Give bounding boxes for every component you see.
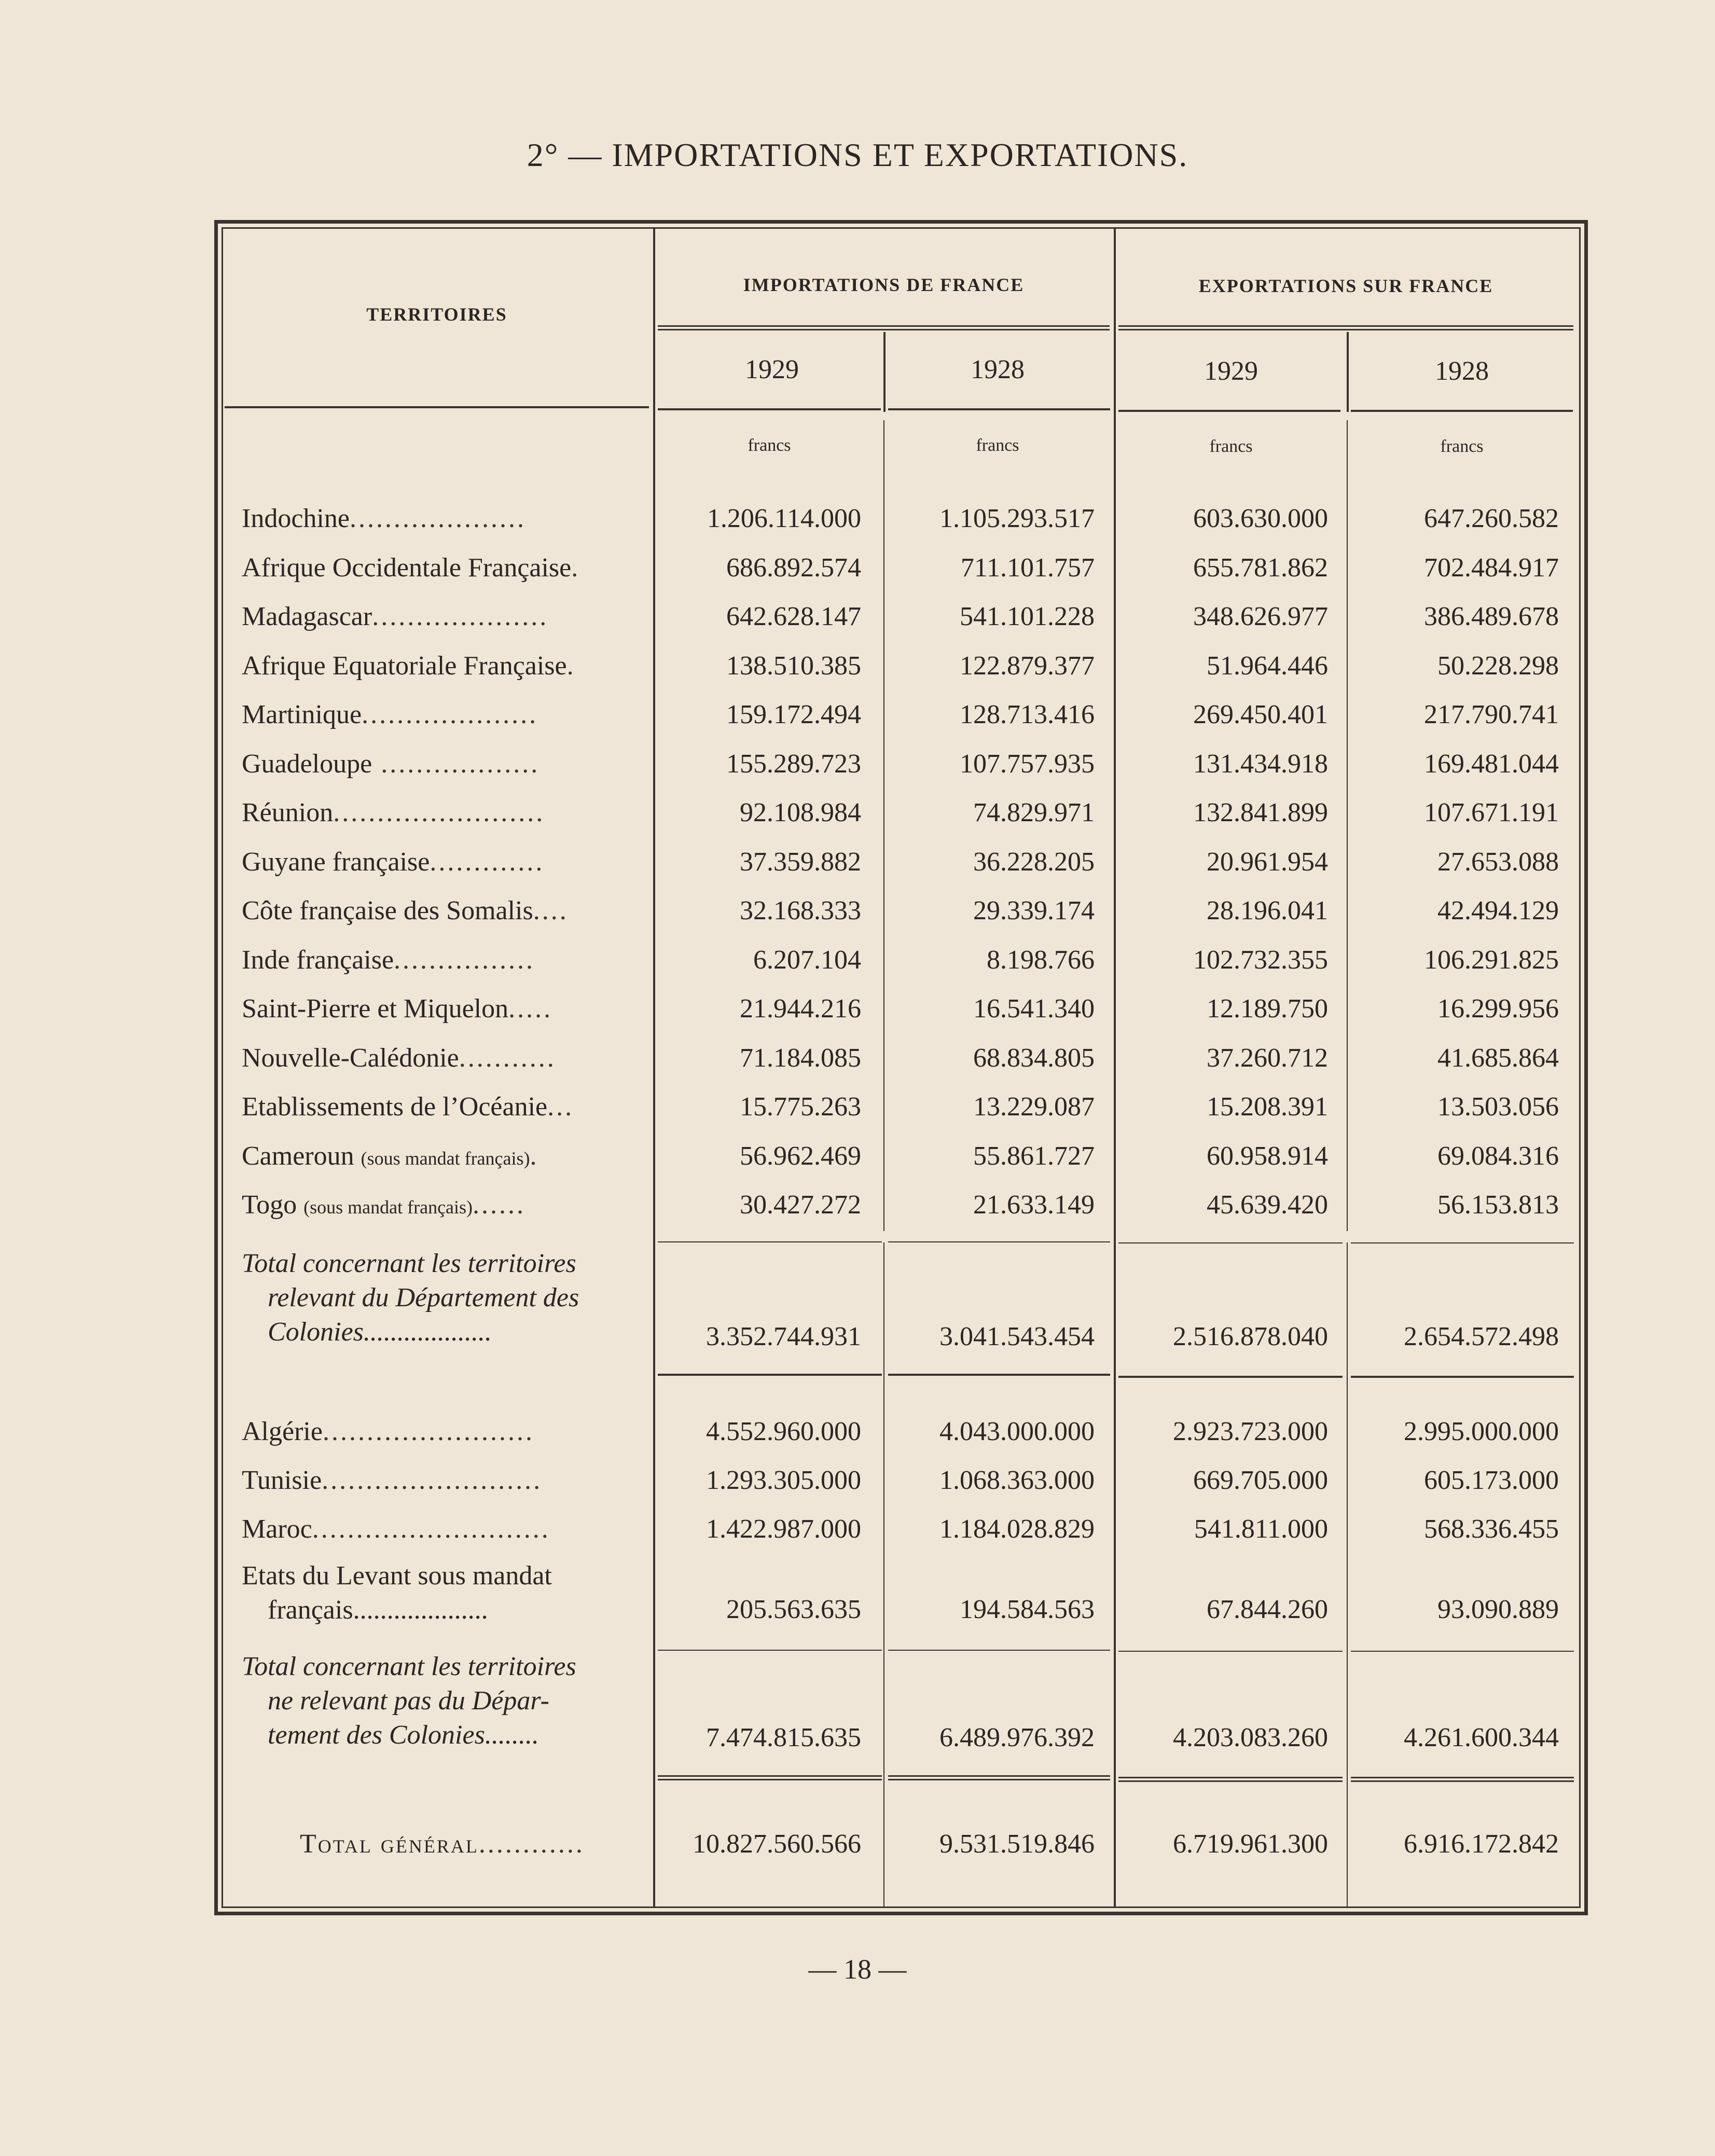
unit-label: francs (748, 436, 791, 455)
rule (1118, 1651, 1343, 1652)
value-cell: 605.173.000 (1424, 1466, 1559, 1495)
value-cell: 568.336.455 (1424, 1514, 1559, 1544)
value-cell: 21.944.216 (740, 994, 861, 1024)
grand-total-label: Total général............ (300, 1829, 585, 1859)
value-cell: 348.626.977 (1193, 602, 1328, 631)
rule (1351, 1376, 1574, 1378)
value-cell: 30.427.272 (740, 1190, 861, 1220)
table-row (0, 839, 1715, 886)
value-cell: 55.861.727 (973, 1141, 1095, 1171)
territory-label: Martinique.................... (242, 700, 538, 729)
page-title: 2° — IMPORTATIONS ET EXPORTATIONS. (527, 136, 1188, 173)
value-cell: 41.685.864 (1437, 1043, 1559, 1073)
rule (1351, 1242, 1574, 1243)
table-row (0, 692, 1715, 738)
value-cell: 386.489.678 (1424, 602, 1559, 631)
rule (1118, 1376, 1343, 1378)
value-cell: 37.359.882 (740, 847, 861, 877)
value-cell: 20.961.954 (1207, 847, 1328, 877)
value-cell: 37.260.712 (1207, 1043, 1328, 1073)
value-cell: 36.228.205 (973, 847, 1095, 877)
value-cell: 6.719.961.300 (1173, 1829, 1328, 1859)
header-territoires: TERRITOIRES (366, 304, 507, 325)
value-cell: 51.964.446 (1207, 651, 1328, 681)
value-cell: 1.184.028.829 (939, 1514, 1095, 1544)
value-cell: 8.198.766 (987, 945, 1095, 975)
value-cell: 1.293.305.000 (706, 1466, 861, 1495)
value-cell: 60.958.914 (1207, 1141, 1328, 1171)
table-row (0, 1084, 1715, 1130)
value-cell: 3.041.543.454 (939, 1322, 1095, 1351)
header-importations: IMPORTATIONS DE FRANCE (743, 274, 1025, 295)
year-header: 1929 (745, 355, 799, 384)
value-cell: 107.671.191 (1424, 798, 1559, 827)
year-header: 1928 (1435, 356, 1489, 386)
territory-label: Inde française................ (242, 945, 535, 975)
header-rule (658, 408, 881, 410)
value-cell: 42.494.129 (1437, 896, 1559, 925)
value-cell: 4.043.000.000 (939, 1417, 1095, 1446)
value-cell: 159.172.494 (726, 700, 861, 729)
value-cell: 2.516.878.040 (1173, 1322, 1328, 1351)
value-cell: 56.153.813 (1437, 1190, 1559, 1220)
header-rule (888, 408, 1110, 410)
rule (1351, 1651, 1574, 1652)
value-cell: 92.108.984 (740, 798, 861, 827)
value-cell: 1.105.293.517 (939, 504, 1095, 533)
territory-label: Réunion........................ (242, 798, 545, 827)
value-cell: 50.228.298 (1437, 651, 1559, 681)
value-cell: 3.352.744.931 (706, 1322, 861, 1351)
header-rule (1351, 410, 1573, 412)
value-cell: 1.206.114.000 (707, 504, 861, 533)
value-cell: 217.790.741 (1424, 700, 1559, 729)
header-rule (658, 325, 1110, 327)
territory-label: Guyane française............. (242, 847, 545, 877)
rule (1118, 1777, 1343, 1778)
table-row (0, 495, 1715, 542)
value-cell: 2.923.723.000 (1173, 1417, 1328, 1446)
rule (1351, 1777, 1574, 1778)
territory-label: Nouvelle-Calédonie........... (242, 1043, 556, 1073)
value-cell: 711.101.757 (960, 552, 1095, 583)
unit-label: francs (1209, 437, 1253, 456)
header-rule (1118, 410, 1340, 412)
value-cell: 15.208.391 (1207, 1092, 1328, 1122)
value-cell: 106.291.825 (1424, 945, 1559, 975)
table-row (0, 937, 1715, 984)
value-cell: 1.422.987.000 (706, 1514, 861, 1544)
rule (888, 1241, 1110, 1242)
value-cell: 669.705.000 (1193, 1466, 1328, 1495)
territory-label: Saint-Pierre et Miquelon..... (242, 994, 553, 1024)
unit-label: francs (1440, 437, 1484, 456)
value-cell: 69.084.316 (1437, 1141, 1559, 1171)
value-cell: 13.503.056 (1437, 1092, 1559, 1122)
table-row (0, 1035, 1715, 1082)
value-cell: 269.450.401 (1193, 700, 1328, 729)
table-row (0, 790, 1715, 836)
territory-label: Etablissements de l’Océanie... (242, 1092, 574, 1122)
value-cell: 169.481.044 (1424, 749, 1559, 779)
territory-label: Algérie........................ (242, 1417, 534, 1446)
levant-row (0, 1586, 1715, 1633)
header-rule (225, 406, 649, 408)
unit-label: francs (976, 436, 1019, 455)
rule (888, 1650, 1110, 1651)
table-row (0, 741, 1715, 787)
value-cell: 4.261.600.344 (1404, 1723, 1559, 1752)
value-cell: 155.289.723 (726, 749, 861, 779)
value-cell: 655.781.862 (1193, 552, 1328, 583)
value-cell: 686.892.574 (726, 552, 861, 583)
territory-label: Afrique Equatoriale Française. (242, 651, 576, 681)
year-header: 1929 (1204, 356, 1258, 386)
grand-total-row (0, 1821, 1715, 1868)
value-cell: 4.203.083.260 (1173, 1723, 1328, 1752)
table-row (0, 643, 1715, 689)
rule (888, 1775, 1110, 1777)
territory-label: Côte française des Somalis.... (242, 896, 569, 925)
value-cell: 9.531.519.846 (939, 1829, 1095, 1859)
value-cell: 29.339.174 (973, 896, 1095, 925)
table-row (0, 545, 1715, 591)
subtotal1-row (0, 1314, 1715, 1360)
value-cell: 67.844.260 (1207, 1595, 1328, 1624)
rule (658, 1775, 882, 1777)
value-cell: 93.090.889 (1437, 1595, 1559, 1624)
rule (888, 1374, 1110, 1376)
value-cell: 10.827.560.566 (693, 1829, 861, 1859)
territory-label: Togo (sous mandat français)...... (242, 1190, 526, 1220)
table-row (0, 1506, 1715, 1553)
value-cell: 128.713.416 (960, 700, 1095, 729)
rule (658, 1241, 882, 1242)
value-cell: 21.633.149 (973, 1190, 1095, 1220)
value-cell: 647.260.582 (1424, 504, 1559, 533)
value-cell: 74.829.971 (973, 798, 1095, 827)
value-cell: 6.916.172.842 (1404, 1829, 1559, 1859)
subtotal2-label: Total concernant les territoires ne relevant pas du Dépar- tement des Colonies........ (242, 1652, 576, 1750)
value-cell: 16.299.956 (1437, 994, 1559, 1024)
territory-label: Tunisie......................... (242, 1466, 543, 1495)
value-cell: 4.552.960.000 (706, 1417, 861, 1446)
value-cell: 6.207.104 (753, 945, 861, 975)
table-row (0, 1408, 1715, 1455)
value-cell: 702.484.917 (1424, 552, 1559, 583)
value-cell: 2.654.572.498 (1404, 1322, 1559, 1351)
value-cell: 12.189.750 (1207, 994, 1328, 1024)
header-exportations: EXPORTATIONS SUR FRANCE (1198, 275, 1493, 296)
territory-label: Indochine.................... (242, 504, 526, 533)
value-cell: 32.168.333 (740, 896, 861, 925)
value-cell: 6.489.976.392 (939, 1723, 1095, 1752)
value-cell: 68.834.805 (973, 1043, 1095, 1073)
table-row (0, 1133, 1715, 1180)
value-cell: 541.101.228 (960, 602, 1095, 631)
header-rule (1118, 325, 1573, 327)
territory-label: Madagascar.................... (242, 602, 549, 631)
subtotal1-label: Total concernant les territoires relevant du Département des Colonies................... (242, 1249, 579, 1347)
value-cell: 15.775.263 (740, 1092, 861, 1122)
table-row (0, 986, 1715, 1032)
page-number: — 18 — (808, 1954, 907, 1985)
value-cell: 205.563.635 (726, 1595, 861, 1624)
value-cell: 122.879.377 (960, 651, 1095, 681)
table-row (0, 1182, 1715, 1228)
value-cell: 642.628.147 (726, 602, 861, 631)
value-cell: 102.732.355 (1193, 945, 1328, 975)
value-cell: 603.630.000 (1193, 504, 1328, 533)
value-cell: 13.229.087 (973, 1092, 1095, 1122)
table-row (0, 1457, 1715, 1504)
value-cell: 2.995.000.000 (1404, 1417, 1559, 1446)
value-cell: 107.757.935 (960, 749, 1095, 779)
value-cell: 194.584.563 (960, 1595, 1095, 1624)
year-header: 1928 (971, 355, 1025, 384)
value-cell: 45.639.420 (1207, 1190, 1328, 1220)
subtotal2-row (0, 1715, 1715, 1761)
value-cell: 28.196.041 (1207, 896, 1328, 925)
value-cell: 7.474.815.635 (706, 1723, 861, 1752)
value-cell: 131.434.918 (1193, 749, 1328, 779)
value-cell: 16.541.340 (973, 994, 1095, 1024)
levant-label: Etats du Levant sous mandat français.................... (242, 1561, 552, 1625)
territory-label: Afrique Occidentale Française. (242, 552, 580, 583)
value-cell: 541.811.000 (1194, 1514, 1328, 1544)
value-cell: 132.841.899 (1193, 798, 1328, 827)
rule (658, 1374, 882, 1376)
rule (658, 1650, 882, 1651)
territory-label: Maroc........................... (242, 1514, 550, 1544)
territory-label: Cameroun (sous mandat français). (242, 1141, 539, 1171)
value-cell: 1.068.363.000 (939, 1466, 1095, 1495)
value-cell: 27.653.088 (1437, 847, 1559, 877)
value-cell: 71.184.085 (740, 1043, 861, 1073)
value-cell: 138.510.385 (726, 651, 861, 681)
table-row (0, 888, 1715, 934)
rule (1118, 1242, 1343, 1243)
territory-label: Guadeloupe .................. (242, 749, 540, 779)
value-cell: 56.962.469 (740, 1141, 861, 1171)
table-row (0, 593, 1715, 640)
